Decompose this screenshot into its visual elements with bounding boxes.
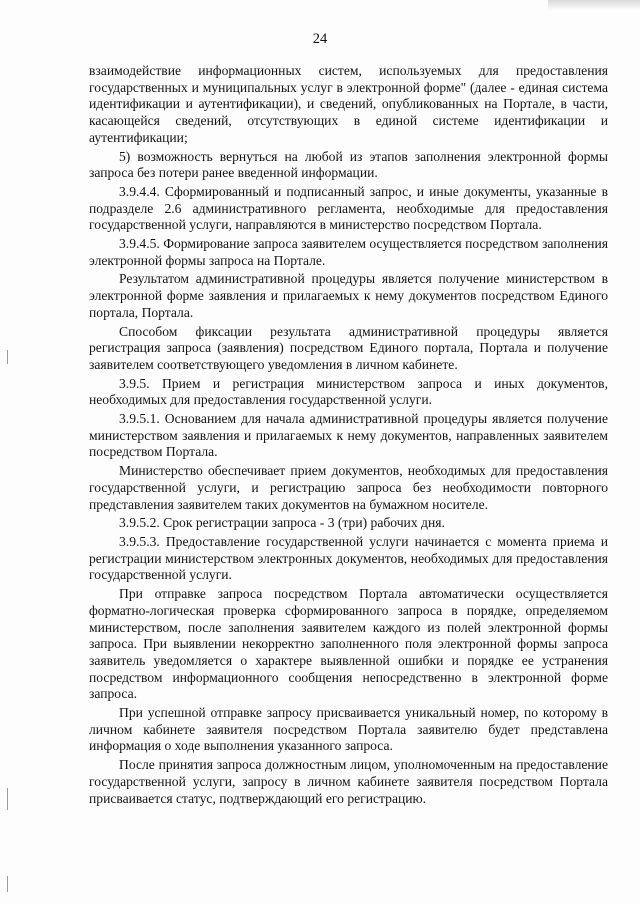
scan-margin-mark (7, 350, 8, 364)
paragraph: Министерство обеспечивает прием документов, необходимых для предоставления государственной услуги, и регистрацию запроса без необходимости повторного представления заявителем таких документов на бумажном носителе. (89, 463, 608, 512)
scan-shadow (548, 0, 640, 10)
paragraph: 5) возможность вернуться на любой из этапов заполнения электронной формы запроса без потери ранее введенной информации. (89, 148, 608, 181)
paragraph: 3.9.5. Прием и регистрация министерством запроса и иных документов, необходимых для предоставления государственной услуги. (89, 375, 608, 408)
paragraph: При отправке запроса посредством Портала автоматически осуществляется форматно-логическая проверка сформированного запроса в порядке, определяемом министерством, после заполнения заявителем каждого из полей электронной формы запроса. При выявлении некорректно заполненного поля электронной формы запроса заявитель уведомляется о характере выявленной ошибки и порядке ее устранения посредством информационного сообщения непосредственно в электронной форме запроса. (89, 586, 608, 702)
scan-margin-mark (7, 876, 8, 892)
paragraph: 3.9.5.2. Срок регистрации запроса - 3 (три) рабочих дня. (119, 515, 445, 531)
paragraph: При успешной отправке запросу присваивается уникальный номер, по которому в личном кабинете заявителя посредством Портала заявителю будет представлена информация о ходе выполнения указанного запроса. (89, 705, 608, 754)
scan-margin-mark (7, 788, 8, 810)
paragraph: 3.9.4.5. Формирование запроса заявителем осуществляется посредством заполнения электронной формы запроса на Портале. (89, 236, 608, 268)
page-number: 24 (312, 31, 328, 47)
paragraph: 3.9.5.1. Основанием для начала административной процедуры является получение министерством заявления и прилагаемых к нему документов, направленных заявителем посредством Портала. (89, 411, 608, 460)
paragraph: взаимодействие информационных систем, используемых для предоставления государственных и муниципальных услуг в электронной форме" (далее - единая система идентификации и аутентификации), и сведений, опубликованных на Портале, в части, касающейся сведений, отсутствующих в единой системе идентификации и аутентификации; (89, 63, 608, 145)
paragraph: После принятия запроса должностным лицом, уполномоченным на предоставление государственной услуги, запросу в личном кабинете заявителя посредством Портала присваивается статус, подтверждающий его регистрацию. (89, 757, 608, 806)
paragraph: 3.9.5.3. Предоставление государственной услуги начинается с момента приема и регистрации министерством электронных документов, необходимых для предоставления государственной услуги. (89, 533, 608, 583)
paragraph: 3.9.4.4. Сформированный и подписанный запрос, и иные документы, указанные в подразделе 2.6 административного регламента, необходимые для предоставления государственной услуги, направляются в министерство посредством Портала. (89, 183, 608, 233)
paragraph: Способом фиксации результата административной процедуры является регистрация запроса (заявления) посредством Единого портала, Портала и получение заявителем соответствующего уведомления в личном кабинете. (89, 323, 608, 372)
body-text (89, 63, 608, 809)
paragraph: Результатом административной процедуры является получение министерством в электронной форме заявления и прилагаемых к нему документов посредством Единого портала, Портала. (89, 271, 608, 320)
